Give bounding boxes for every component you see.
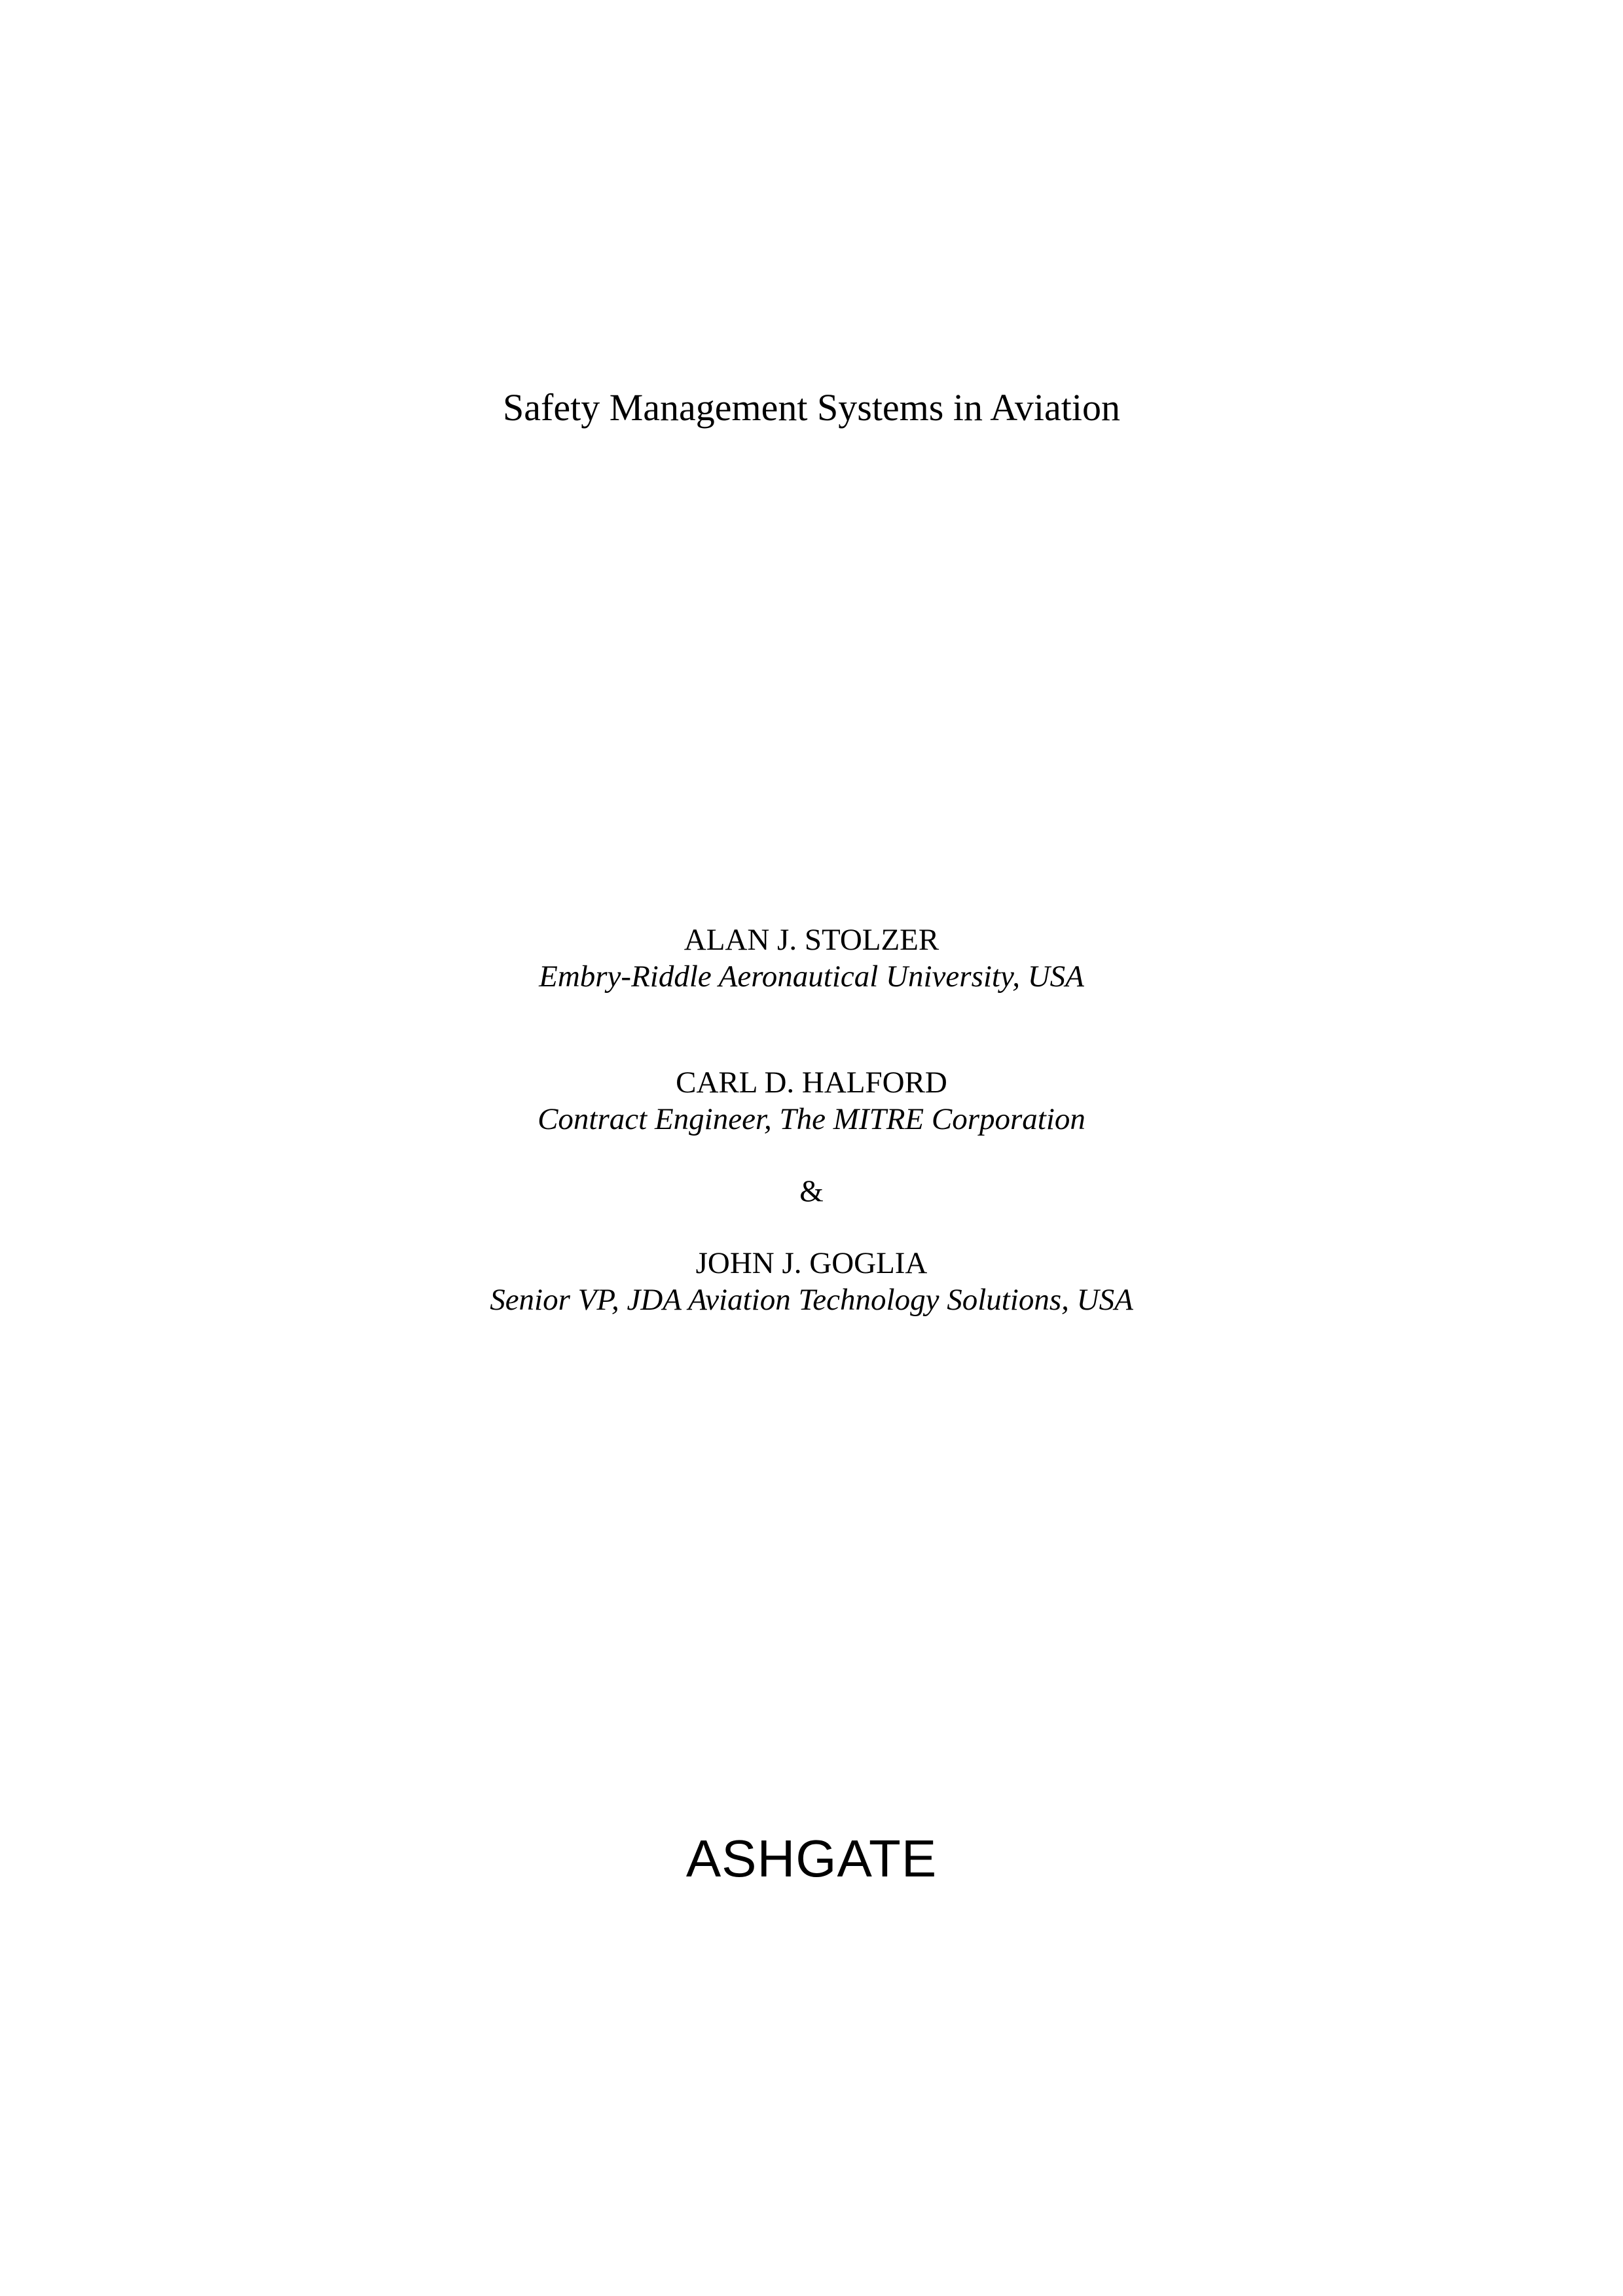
author-block	[0, 1064, 1623, 1138]
author-name: CARL D. HALFORD	[676, 1066, 947, 1100]
publisher-logo: ASHGATE	[685, 1829, 938, 1888]
author-list	[0, 922, 1623, 1318]
author-affiliation: Senior VP, JDA Aviation Technology Solutions, USA	[490, 1283, 1133, 1317]
book-title: Safety Management Systems in Aviation	[503, 386, 1120, 429]
author-affiliation: Contract Engineer, The MITRE Corporation	[538, 1102, 1085, 1136]
author-separator: &	[799, 1174, 824, 1208]
author-block	[0, 1245, 1623, 1318]
author-name: JOHN J. GOGLIA	[695, 1246, 928, 1280]
author-name: ALAN J. STOLZER	[684, 923, 939, 957]
author-block	[0, 922, 1623, 995]
author-affiliation: Embry-Riddle Aeronautical University, USA	[539, 960, 1084, 994]
